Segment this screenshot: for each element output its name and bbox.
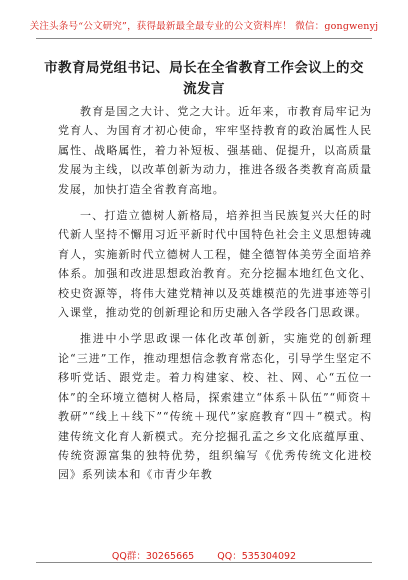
paragraph-1: 教育是国之大计、党之大计。近年来，市教育局牢记为党育人、为国育才初心使命，牢牢坚持教育的政治属性人民属性、战略属性，着力补短板、强基础、促提升，以高质量发展为主线，以改革创新为动力，推进各级各类教育高质量发展，加快打造全省教育高地。 [58, 105, 372, 196]
page-footer [0, 548, 408, 562]
footer-qq: QQ：535304092 [217, 551, 297, 562]
document-title: 市教育局党组书记、局长在全省教育工作会议上的交流发言 [44, 60, 364, 97]
paragraph-3: 推进中小学思政课一体化改革创新，实施党的创新理论“三进”工作，推动理想信念教育常态化，引导学生坚定不移听党话、跟党走。着力构建家、校、社、网、心“五位一体”的全环境立德树人格局，探索建立“体系＋队伍”“师资＋教研”“线上＋线下”“传统＋现代”家庭教育“四＋”模式。构建传统文化育人新模式。充分挖掘孔孟之乡文化底蕴厚重、传统资源富集的独特优势，组织编写《优秀传统文化进校园》系列读本和《市青少年教 [58, 332, 372, 482]
paragraph-2: 一、打造立德树人新格局，培养担当民族复兴大任的时代新人坚持不懈用习近平新时代中国特色社会主义思想铸魂育人，实施新时代立德树人工程，健全德智体美劳全面培养体系。加强和改进思想政治教育。充分挖掘本地红色文化、校史资源等，将伟大建党精神以及英雄模范的先进事迹等引入课堂，推动党的创新理论和历史融入各学段各门思政课。 [58, 209, 372, 320]
document-body [58, 102, 372, 492]
footer-divider [36, 562, 372, 563]
header-divider [36, 38, 372, 39]
footer-qq-group: QQ群：30265665 [111, 551, 195, 562]
header-notice: 关注头条号“公文研究”，获得最新最全最专业的公文资料库！ 微信：gongwenyj [29, 21, 379, 32]
page-header [0, 0, 408, 32]
